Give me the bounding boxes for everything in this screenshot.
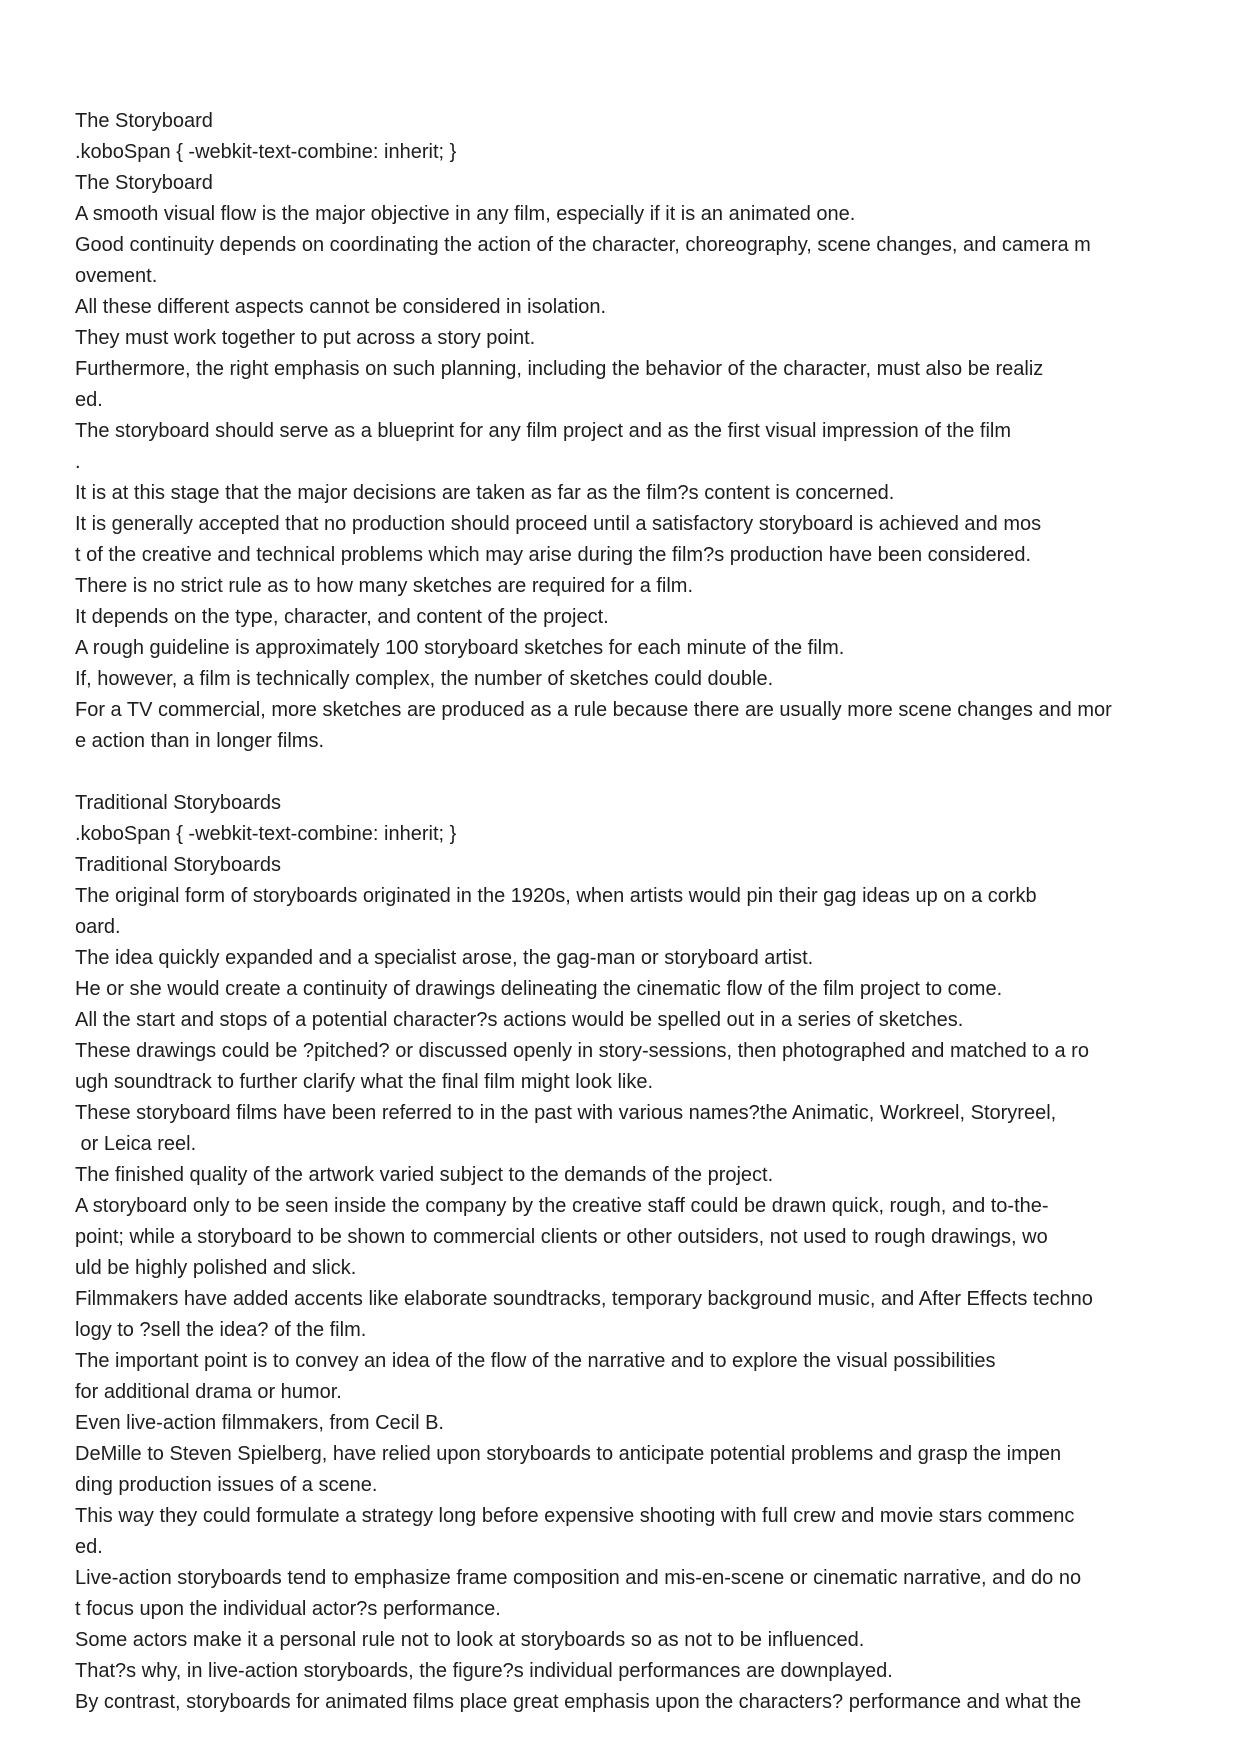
- text-line: The idea quickly expanded and a specialist arose, the gag-man or storyboard artist.: [75, 947, 814, 969]
- text-line: All the start and stops of a potential character?s actions would be spelled out in a series of sketches.: [75, 1009, 964, 1031]
- text-line: Filmmakers have added accents like elaborate soundtracks, temporary background music, and After Effects techno: [75, 1288, 1093, 1310]
- text-line: These drawings could be ?pitched? or discussed openly in story-sessions, then photographed and matched to a ro: [75, 1040, 1089, 1062]
- text-line: It is generally accepted that no production should proceed until a satisfactory storyboard is achieved and mos: [75, 513, 1042, 535]
- text-line: t of the creative and technical problems which may arise during the film?s production have been considered.: [75, 544, 1032, 566]
- text-line: By contrast, storyboards for animated films place great emphasis upon the characters? performance and what the: [75, 1691, 1082, 1713]
- text-line: oard.: [75, 916, 121, 938]
- text-line: ed.: [75, 1536, 103, 1558]
- text-line: It depends on the type, character, and content of the project.: [75, 606, 609, 628]
- text-line: This way they could formulate a strategy long before expensive shooting with full crew and movie stars commenc: [75, 1505, 1075, 1527]
- text-line: .koboSpan { -webkit-text-combine: inherit; }: [75, 141, 457, 163]
- text-line: It is at this stage that the major decisions are taken as far as the film?s content is concerned.: [75, 482, 895, 504]
- text-line: A storyboard only to be seen inside the company by the creative staff could be drawn quick, rough, and to-the-: [75, 1195, 1049, 1217]
- text-line: logy to ?sell the idea? of the film.: [75, 1319, 367, 1341]
- text-line: ovement.: [75, 265, 158, 287]
- blank-line: [75, 757, 1195, 788]
- text-line: ugh soundtrack to further clarify what the final film might look like.: [75, 1071, 654, 1093]
- text-line: uld be highly polished and slick.: [75, 1257, 357, 1279]
- text-line: Good continuity depends on coordinating the action of the character, choreography, scene changes, and camera m: [75, 234, 1091, 256]
- text-line: ed.: [75, 389, 103, 411]
- text-line: A rough guideline is approximately 100 storyboard sketches for each minute of the film.: [75, 637, 845, 659]
- text-line: The storyboard should serve as a blueprint for any film project and as the first visual impression of the film: [75, 420, 1011, 442]
- text-line: The original form of storyboards originated in the 1920s, when artists would pin their gag ideas up on a corkb: [75, 885, 1037, 907]
- text-line: A smooth visual flow is the major objective in any film, especially if it is an animated one.: [75, 203, 856, 225]
- text-line: These storyboard films have been referred to in the past with various names?the Animatic, Workreel, Storyreel,: [75, 1102, 1057, 1124]
- text-line: The important point is to convey an idea of the flow of the narrative and to explore the visual possibilities: [75, 1350, 996, 1372]
- text-line: If, however, a film is technically complex, the number of sketches could double.: [75, 668, 774, 690]
- text-line: The Storyboard: [75, 172, 213, 194]
- text-line: There is no strict rule as to how many sketches are required for a film.: [75, 575, 694, 597]
- document-body: [75, 106, 1195, 1718]
- text-line: t focus upon the individual actor?s performance.: [75, 1598, 501, 1620]
- text-line: e action than in longer films.: [75, 730, 325, 752]
- text-line: for additional drama or humor.: [75, 1381, 342, 1403]
- text-line: Live-action storyboards tend to emphasize frame composition and mis-en-scene or cinematic narrative, and do no: [75, 1567, 1082, 1589]
- text-line: DeMille to Steven Spielberg, have relied upon storyboards to anticipate potential problems and grasp the impen: [75, 1443, 1062, 1465]
- text-line: That?s why, in live-action storyboards, the figure?s individual performances are downplayed.: [75, 1660, 893, 1682]
- text-line: .: [75, 451, 81, 473]
- text-line: or Leica reel.: [75, 1133, 197, 1155]
- text-line: He or she would create a continuity of drawings delineating the cinematic flow of the film project to come.: [75, 978, 1003, 1000]
- text-line: The Storyboard: [75, 110, 213, 132]
- text-line: Traditional Storyboards: [75, 854, 282, 876]
- text-line: .koboSpan { -webkit-text-combine: inherit; }: [75, 823, 457, 845]
- text-line: point; while a storyboard to be shown to commercial clients or other outsiders, not used to rough drawings, wo: [75, 1226, 1048, 1248]
- text-line: Even live-action filmmakers, from Cecil B.: [75, 1412, 444, 1434]
- text-line: The finished quality of the artwork varied subject to the demands of the project.: [75, 1164, 774, 1186]
- text-line: All these different aspects cannot be considered in isolation.: [75, 296, 607, 318]
- text-line: They must work together to put across a story point.: [75, 327, 536, 349]
- text-line: Furthermore, the right emphasis on such planning, including the behavior of the character, must also be realiz: [75, 358, 1044, 380]
- text-line: Some actors make it a personal rule not to look at storyboards so as not to be influenced.: [75, 1629, 865, 1651]
- text-line: For a TV commercial, more sketches are produced as a rule because there are usually more scene changes and mor: [75, 699, 1112, 721]
- text-line: ding production issues of a scene.: [75, 1474, 378, 1496]
- text-line: Traditional Storyboards: [75, 792, 282, 814]
